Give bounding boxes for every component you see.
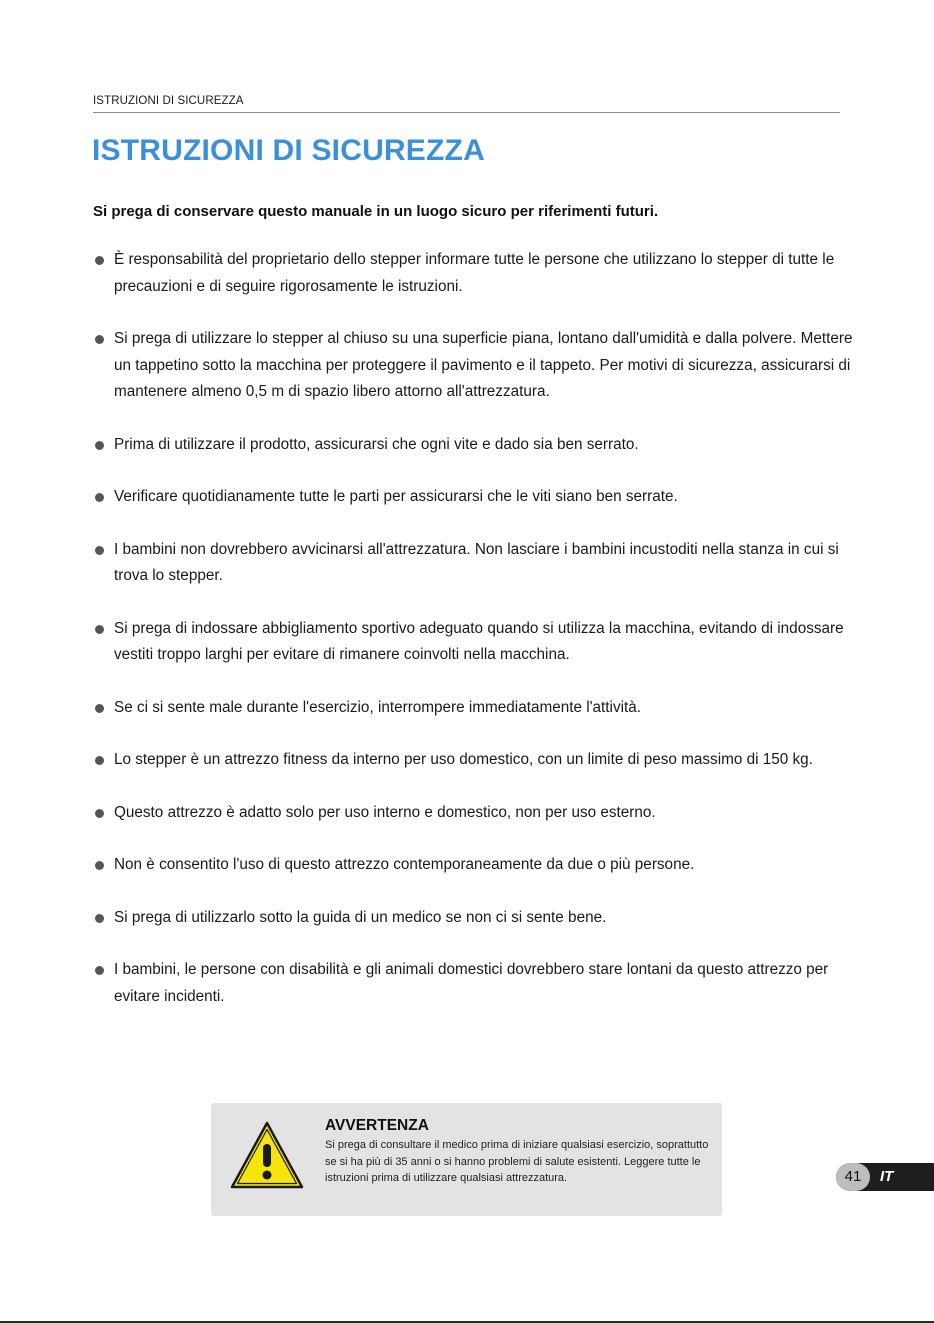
list-item-text: Prima di utilizzare il prodotto, assicurarsi che ogni vite e dado sia ben serrato. bbox=[114, 435, 639, 453]
list-item bbox=[93, 247, 853, 300]
bullet-icon bbox=[95, 966, 104, 975]
list-item bbox=[93, 747, 853, 774]
page-number: 41 bbox=[836, 1163, 870, 1191]
bullet-icon bbox=[95, 335, 104, 344]
list-item bbox=[93, 905, 853, 932]
page-title: ISTRUZIONI DI SICUREZZA bbox=[92, 134, 485, 167]
list-item-text: Verificare quotidianamente tutte le parti per assicurarsi che le viti siano ben serrate. bbox=[114, 488, 678, 505]
bullet-icon bbox=[95, 493, 104, 502]
safety-instructions-list bbox=[93, 247, 853, 1036]
bullet-icon bbox=[95, 625, 104, 634]
list-item-text: Se ci si sente male durante l'esercizio, interrompere immediatamente l'attività. bbox=[114, 698, 642, 716]
list-item-text: Si prega di utilizzare lo stepper al chiuso su una superficie piana, lontano dall'umidità e dalla polvere. Mettere un tappetino sotto la macchina per proteggere il pavimento e il tappeto. Per motivi di sicurezza, assicurarsi di mantenere almeno 0,5 m di spazio libero attorno all'attrezzatura. bbox=[114, 330, 853, 400]
list-item-text: È responsabilità del proprietario dello stepper informare tutte le persone che utilizzano lo stepper di tutte le precauzioni e di seguire rigorosamente le istruzioni. bbox=[114, 251, 835, 295]
list-item bbox=[93, 616, 853, 669]
intro-text: Si prega di conservare questo manuale in un luogo sicuro per riferimenti futuri. bbox=[93, 203, 659, 220]
warning-box bbox=[211, 1103, 722, 1216]
bullet-icon bbox=[95, 809, 104, 818]
running-header: ISTRUZIONI DI SICUREZZA bbox=[93, 95, 244, 107]
bullet-icon bbox=[95, 256, 104, 265]
bullet-icon bbox=[95, 861, 104, 870]
header-divider bbox=[93, 112, 840, 113]
bullet-icon bbox=[95, 546, 104, 555]
list-item-text: Si prega di utilizzarlo sotto la guida di un medico se non ci si sente bene. bbox=[114, 908, 607, 926]
list-item bbox=[93, 695, 853, 722]
page-tab bbox=[836, 1163, 934, 1191]
warning-title: AVVERTENZA bbox=[325, 1117, 429, 1134]
list-item-text: Si prega di indossare abbigliamento sportivo adeguato quando si utilizza la macchina, evitando di indossare vestiti troppo larghi per evitare di rimanere coinvolti nella macchina. bbox=[114, 619, 844, 663]
list-item bbox=[93, 852, 853, 879]
list-item bbox=[93, 432, 853, 459]
list-item bbox=[93, 537, 853, 590]
list-item-text: Lo stepper è un attrezzo fitness da interno per uso domestico, con un limite di peso massimo di 150 kg. bbox=[114, 751, 813, 768]
bullet-icon bbox=[95, 441, 104, 450]
list-item bbox=[93, 957, 853, 1010]
list-item-text: Non è consentito l'uso di questo attrezzo contemporaneamente da due o più persone. bbox=[114, 856, 695, 873]
language-code: IT bbox=[880, 1168, 894, 1185]
warning-triangle-icon bbox=[229, 1120, 305, 1191]
bullet-icon bbox=[95, 914, 104, 923]
list-item-text: I bambini, le persone con disabilità e gli animali domestici dovrebbero stare lontani da questo attrezzo per evitare incidenti. bbox=[114, 961, 829, 1005]
bullet-icon bbox=[95, 704, 104, 713]
list-item-text: Questo attrezzo è adatto solo per uso interno e domestico, non per uso esterno. bbox=[114, 803, 656, 821]
warning-text: Si prega di consultare il medico prima di iniziare qualsiasi esercizio, soprattutto se si ha più di 35 anni o si hanno problemi di salute esistenti. Leggere tutte le istruzioni prima di utilizzare qualsiasi attrezzatura. bbox=[325, 1139, 709, 1184]
list-item-text: I bambini non dovrebbero avvicinarsi all'attrezzatura. Non lasciare i bambini incustoditi nella stanza in cui si trova lo stepper. bbox=[114, 540, 839, 584]
list-item bbox=[93, 326, 853, 406]
list-item bbox=[93, 800, 853, 827]
bullet-icon bbox=[95, 756, 104, 765]
list-item bbox=[93, 484, 853, 511]
